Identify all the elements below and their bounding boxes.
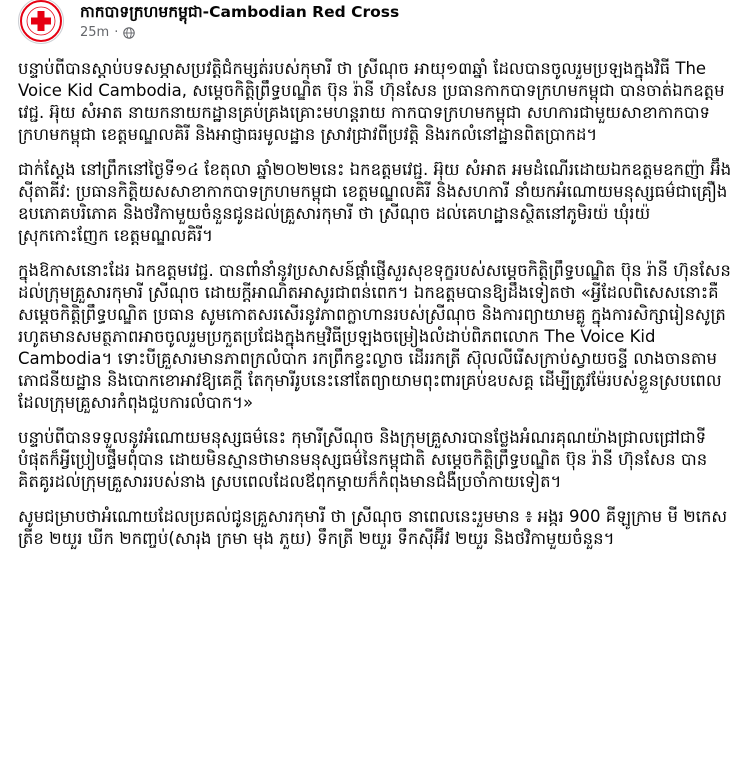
post-paragraph: ក្នុងឱកាសនោះដែរ ឯកឧត្តមវេជ្ជ. បានពាំនាំនូវប្រសាសន៍ផ្តាំផ្ញើសួរសុខទុក្ខរបស់សម្តេចកិត្តិព្រឹទ្ធបណ្ឌិត ប៊ុន រ៉ានី ហ៊ុនសែន ដល់ក្រុមគ្រួសារកុមារី ស្រីណុច ដោយក្តីអាណិតអាសូរជាពន់ពេក។ ឯកឧត្តមបានឱ្យដឹងទៀតថា «អ្វីដែលពិសេសនោះគឺ សម្តេចកិត្តិព្រឹទ្ធបណ្ឌិត ប្រធាន សូមកោតសរសើរនូវភាពក្លាហានរបស់ស្រីណុច និងការព្យាយាមគ្លូ ក្នុងការសិក្សារៀនសូត្រ រហូតមានសមត្ថភាពអាចចូលរួមប្រកួតប្រជែងក្នុងកម្មវិធីប្រឡងចម្រៀងលំដាប់ពិភពលោក The Voice Kid Cambodia។ ទោះបីគ្រួសារមានភាពក្រលំបាក រកព្រឹកខ្វះល្ងាច ដើររកត្រី ស៊ុលលីរើសក្រាប់ស្វាយចន្ទី លាងចានតាមភោជនីយដ្ឋាន និងបោកខោអាវឱ្យគេក្តី តែកុមារីរូបនេះនៅតែព្យាយាមពុះពារគ្រប់ឧបសគ្គ ដើម្បីត្រូវម៉ែរបស់ខ្លួនស្របពេល ដែលក្រុមគ្រួសារកំពុងជួបការលំបាក។» <box>18 261 731 412</box>
post-paragraph: បន្ទាប់ពីបានស្តាប់បទសម្ភាសប្រវត្តិជំកម្សត់របស់កុមារី ថា ស្រីណុច អាយុ១៣ឆ្នាំ ដែលបានចូលរួមប្រឡងក្នុងវិធី The Voice Kid Cambodia, សម្តេចកិត្តិព្រឹទ្ធបណ្ឌិត ប៊ុន រ៉ានី ហ៊ុនសែន ប្រធានកាកបាទក្រហមកម្ពុជា បានចាត់ឯកឧត្តមវេជ្ជ. អ៊ុយ សំអាត នាយកនាយកដ្ឋានគ្រប់គ្រងគ្រោះមហន្តរាយ កាកបាទក្រហមកម្ពុជា សហការជាមួយសាខាកាកបាទក្រហមកម្ពុជា ខេត្តមណ្ឌលគិរី និងអាជ្ញាធរមូលដ្ឋាន ស្រាវជ្រាវពីប្រវត្តិ និងរកលំនៅដ្ឋានពិតប្រាកដ។ <box>18 59 725 144</box>
post-paragraph: សូមជម្រាបថាអំណោយដែលប្រគល់ជូនគ្រួសារកុមារី ថា ស្រីណុច នាពេលនេះរួមមាន ៖ អង្ករ 900 គីឡូក្រាម មី ២កេស ត្រីខ ២យួរ ឃីក ២កញ្ចប់(សារុង ក្រមា មុង ភួយ) ទឹកត្រី ២យួរ ទឹកស៊ីអ៊ីវ ២យួរ និងថវិកាមួយចំនួន។ <box>18 507 728 548</box>
meta-separator: · <box>114 25 119 40</box>
globe-icon[interactable] <box>123 27 135 39</box>
page-avatar[interactable] <box>18 0 64 44</box>
post-meta <box>80 25 135 41</box>
page-name-link[interactable]: កាកបាទក្រហមកម្ពុជា-Cambodian Red Cross <box>80 3 400 21</box>
post-text <box>18 58 736 563</box>
post-timestamp[interactable]: 25m <box>80 25 110 40</box>
post-paragraph: ជាក់ស្តែង នៅព្រឹកនៅថ្ងៃទី១៤ ខែតុលា ឆ្នាំ២០២២នេះ ឯកឧត្តមវេជ្ជ. អ៊ុយ សំអាត អមដំណើរដោយឯកឧត្តមឧកញ៉ា អ៊ឹង ស៊ីតាគីវ: ប្រធានកិត្តិយសសាខាកាកបាទក្រហមកម្ពុជា ខេត្តមណ្ឌលគិរី និងសហការី នាំយកអំណោយមនុស្សធម៌ជាគ្រឿងឧបភោគបរិភោគ និងថវិកាមួយចំនួនជូនដល់គ្រួសារកុមារី ថា ស្រីណុច ដល់គេហដ្ឋានស្ថិតនៅភូមិរយ៉ ឃុំរយ៉ ស្រុកកោះញែក ខេត្តមណ្ឌលគិរី។ <box>18 160 732 245</box>
post-header <box>0 0 754 58</box>
post-paragraph: បន្ទាប់ពីបានទទួលនូវអំណោយមនុស្សធម៌នេះ កុមារីស្រីណុច និងក្រុមគ្រួសារបានថ្លែងអំណរគុណយ៉ាងជ្រាលជ្រៅជាទីបំផុតក៏អ្វីប្រៀបផ្ទឹមពុំបាន ដោយមិនស្មានថាមានមនុស្សធម៌នៃកម្ពុជាតិ សម្តេចកិត្តិព្រឹទ្ធបណ្ឌិត ប៊ុន រ៉ានី ហ៊ុនសែន បានគិតគូរដល់ក្រុមគ្រួសាររបស់នាង ស្របពេលដែលឪពុកម្តាយក៏កំពុងមានជំងឺប្រចាំកាយទៀត។ <box>18 428 708 491</box>
red-cross-logo-icon <box>19 0 63 43</box>
